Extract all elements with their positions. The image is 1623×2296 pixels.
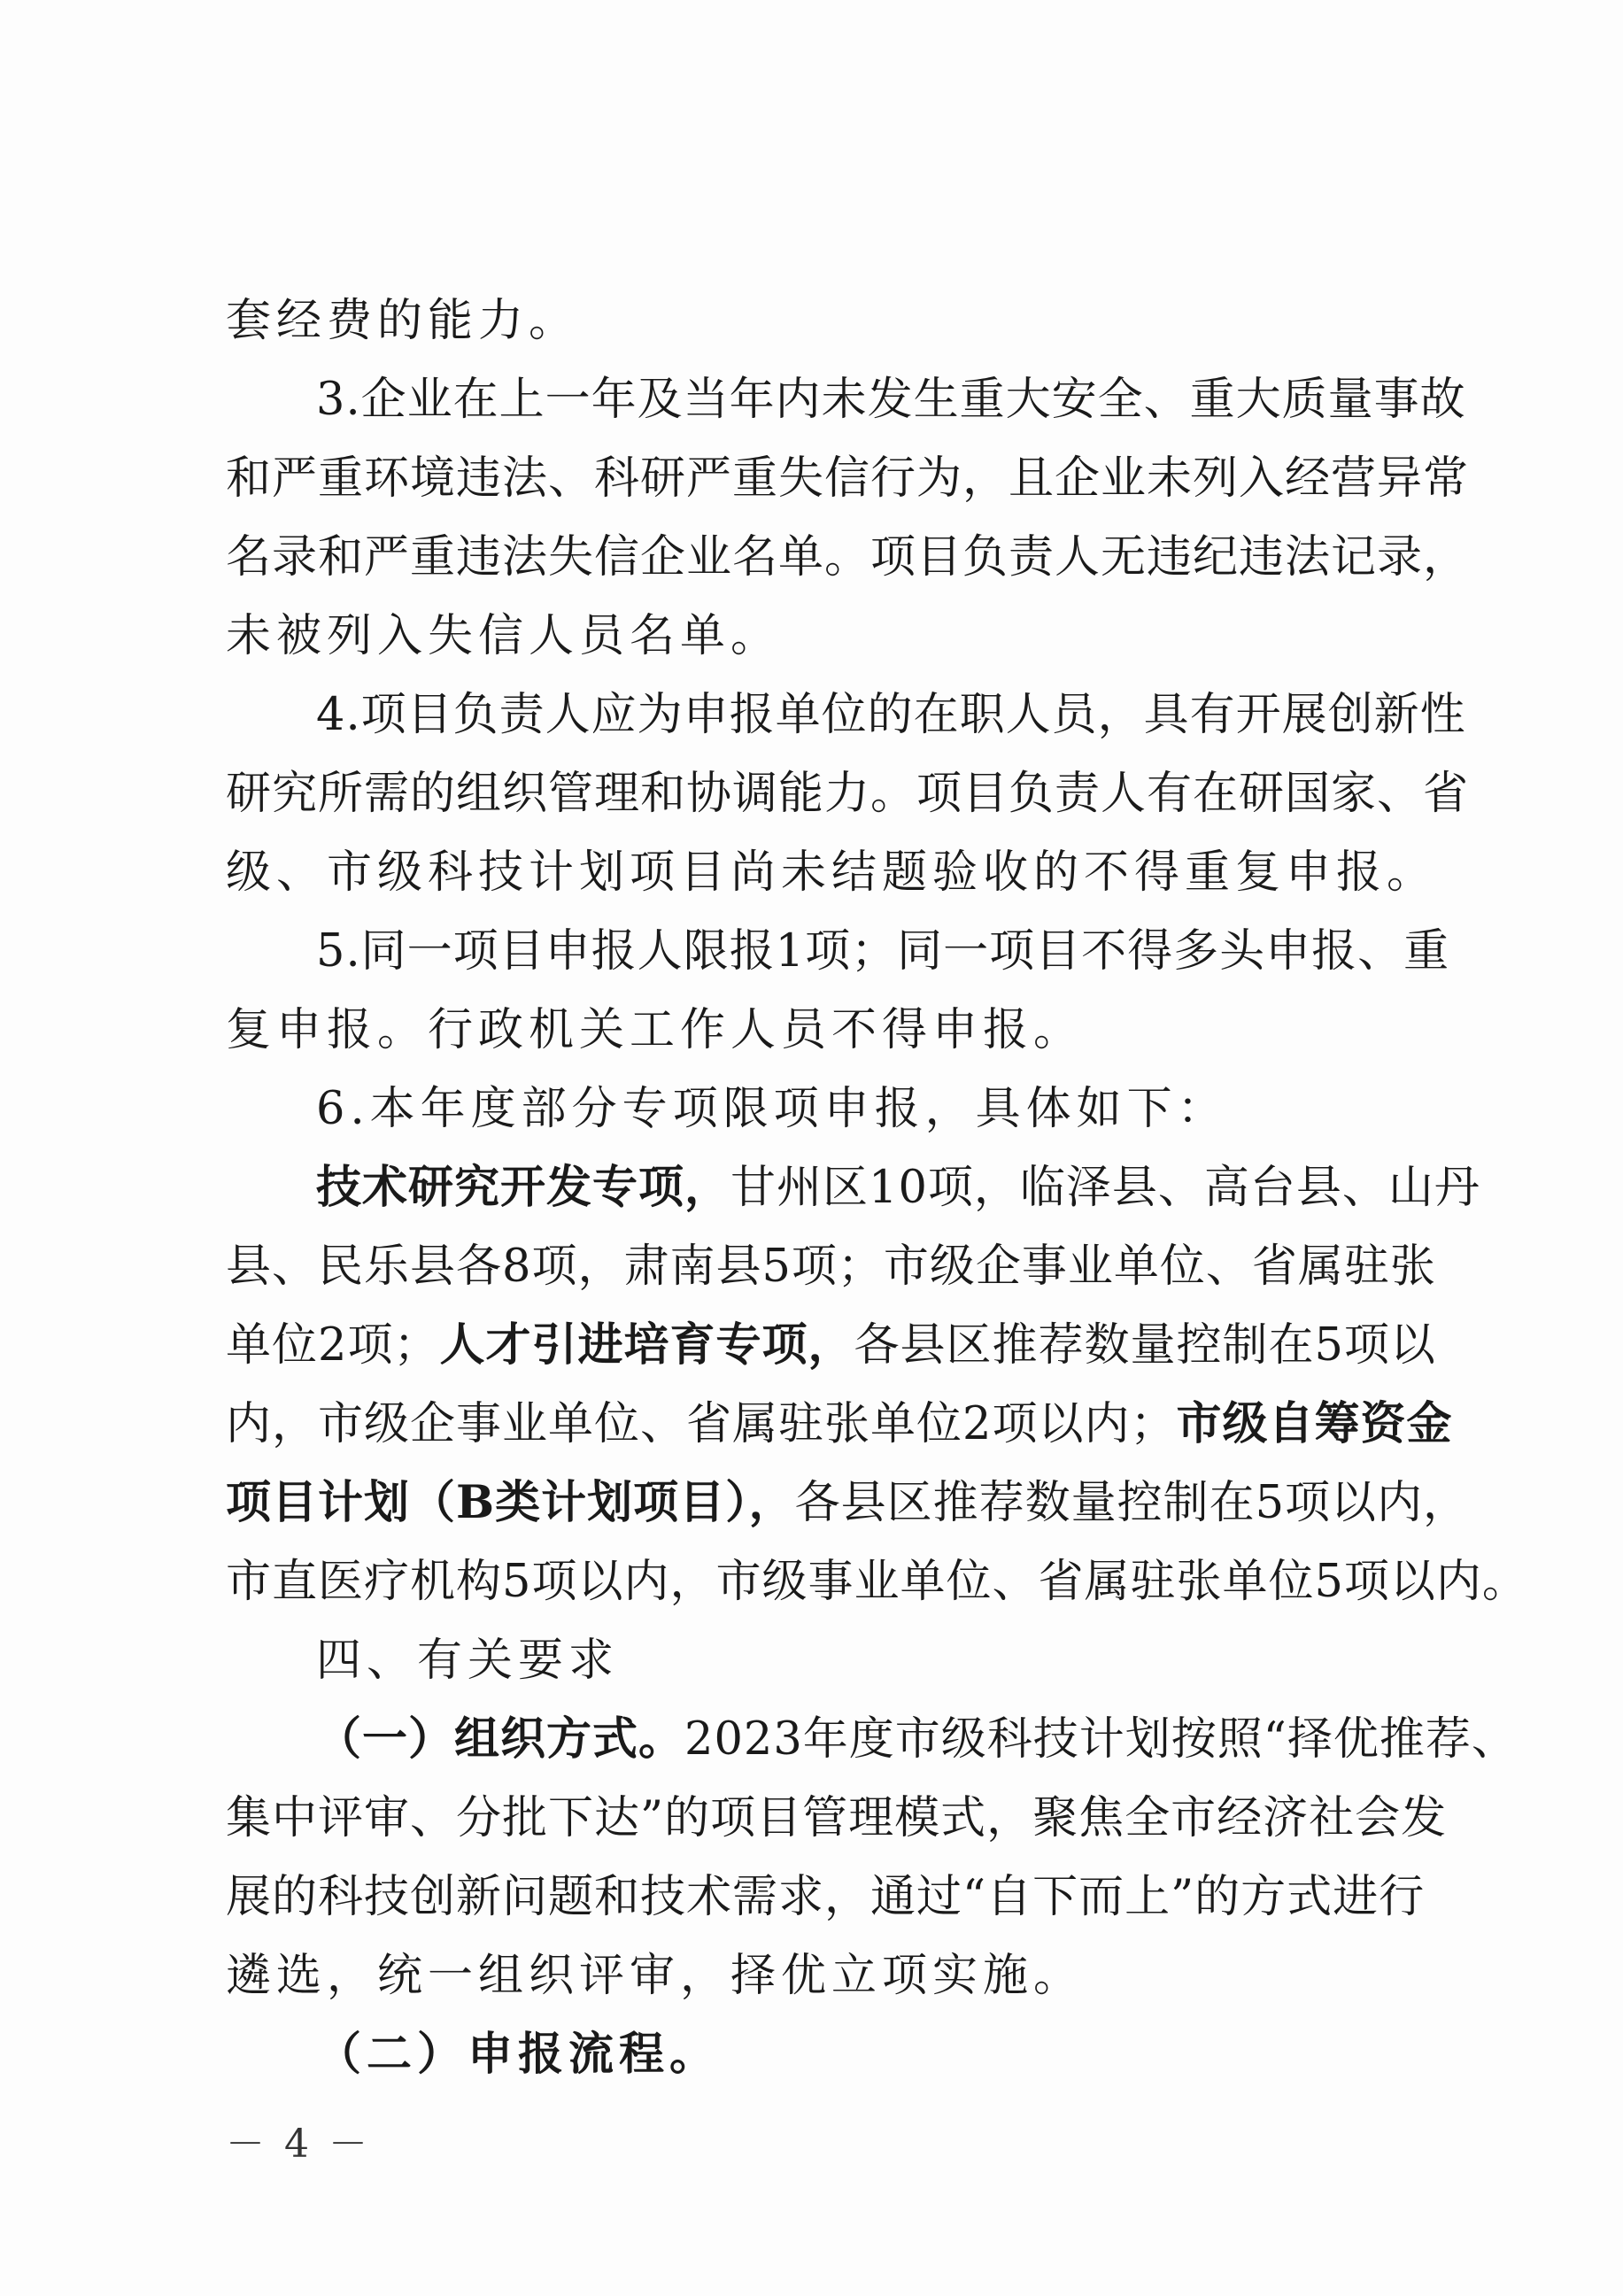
bold-heading: 技术研究开发专项， [316,1161,731,1214]
text-line: 单位2项；人才引进培育专项，各县区推荐数量控制在5项以 [226,1318,1436,1372]
text-line: 级、市级科技计划项目尚未结题验收的不得重复申报。 [226,847,1438,899]
text-line: 展的科技创新问题和技术需求，通过“自下而上”的方式进行 [226,1871,1426,1923]
text-line: 和严重环境违法、科研严重失信行为，且企业未列入经营异常 [226,452,1470,505]
text-line: 名录和严重违法失信企业名单。项目负责人无违纪违法记录， [226,531,1470,584]
text-line: 技术研究开发专项，甘州区10项，临泽县、高台县、山丹 [316,1161,1480,1214]
text-line: （一）组织方式。2023年度市级科技计划按照“择优推荐、 [316,1712,1518,1766]
text-line: 集中评审、分批下达”的项目管理模式，聚焦全市经济社会发 [226,1792,1448,1844]
text-line: 市直医疗机构5项以内，市级事业单位、省属驻张单位5项以内。 [226,1556,1528,1608]
text-line: 6.本年度部分专项限项申报，具体如下： [316,1083,1228,1135]
bold-heading: （二）申报流程。 [316,2028,721,2081]
text-line: 5.同一项目申报人限报1项；同一项目不得多头申报、重 [316,925,1450,978]
text-line [226,2015,1417,2094]
bold-heading: （一）组织方式。 [316,1712,685,1766]
text-line: 4.项目负责人应为申报单位的在职人员，具有开展创新性 [316,689,1466,741]
text-line: 内，市级企事业单位、省属驻张单位2项以内；市级自筹资金 [226,1397,1453,1450]
text-line: 县、民乐县各8项，肃南县5项；市级企事业单位、省属驻张 [226,1241,1436,1293]
text-line: 3.企业在上一年及当年内未发生重大安全、重大质量事故 [316,374,1466,426]
text-line: 遴选，统一组织评审，择优立项实施。 [226,1950,1085,2002]
text-line: 研究所需的组织管理和协调能力。项目负责人有在研国家、省 [226,768,1470,820]
text-line: 项目计划（B类计划项目），各县区推荐数量控制在5项以内， [226,1476,1470,1529]
text-line: 套经费的能力。 [226,295,580,347]
text-line: 复申报。行政机关工作人员不得申报。 [226,1004,1085,1056]
section-heading: 四、有关要求 [316,1635,620,1687]
body-text [226,282,1528,2094]
bold-heading: 项目计划（B类计划项目）， [226,1476,795,1529]
text-line: 未被列入失信人员名单。 [226,610,782,662]
bold-heading: 人才引进培育专项， [439,1318,854,1372]
bold-heading: 市级自筹资金 [1176,1397,1453,1450]
page-number: － 4 － [226,2122,371,2167]
